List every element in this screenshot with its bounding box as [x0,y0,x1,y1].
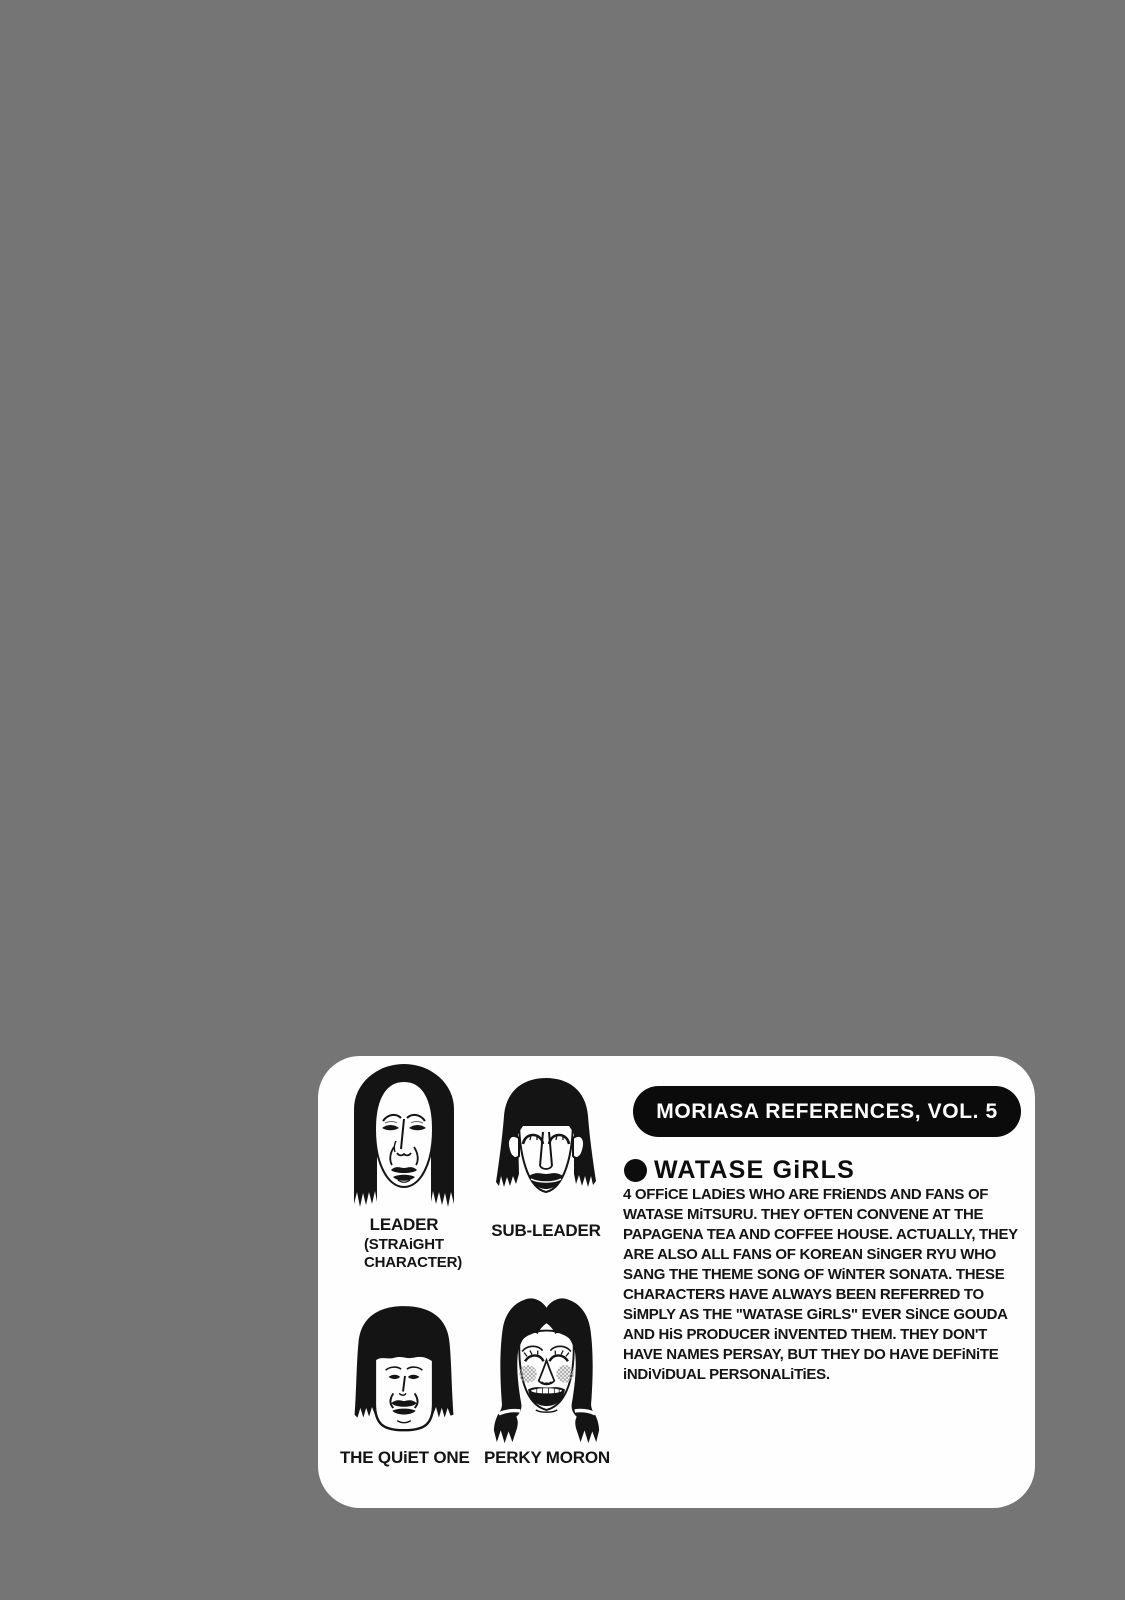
character-sublabel: (STRAiGHT CHARACTER) [364,1236,462,1271]
bullet-icon [624,1159,647,1182]
character-perky-moron [476,1296,618,1468]
character-the-quiet-one [340,1302,468,1468]
section-title: WATASE GiRLS [654,1155,855,1184]
banner-title: MORIASA REFERENCES, VOL. 5 [656,1100,998,1123]
reference-banner [633,1086,1021,1137]
section-heading [624,1153,855,1187]
reference-card [318,1056,1035,1508]
character-label: PERKY MORON [484,1448,610,1467]
character-sub-leader [478,1074,614,1241]
character-label: SUB-LEADER [491,1221,601,1240]
sub-leader-portrait [486,1074,606,1219]
character-label: LEADER [369,1215,439,1234]
character-leader [340,1061,468,1272]
perky-moron-portrait [479,1296,615,1446]
leader-portrait [342,1061,466,1213]
character-description: 4 OFFiCE LADiES WHO ARE FRiENDS AND FANS OF WATASE MiTSURU. THEY OFTEN CONVENE AT THE PAPAGENA TEA AND COFFEE HOUSE. ACTUALLY, THEY ARE ALSO ALL FANS OF KOREAN SiNGER RYU WHO SANG THE THEME SONG OF WiNTER SONATA. THESE CHARACTERS HAVE ALWAYS BEEN REFERRED TO SiMPLY AS THE "WATASE GiRLS" EVER SiNCE GOUDA AND HiS PRODUCER iNVENTED THEM. THEY DON'T HAVE NAMES PERSAY, BUT THEY DO HAVE DEFiNiTE iNDiViDUAL PERSONALiTiES. [623,1186,1018,1383]
the-quiet-one-portrait [341,1302,467,1446]
character-label: THE QUiET ONE [340,1448,470,1467]
